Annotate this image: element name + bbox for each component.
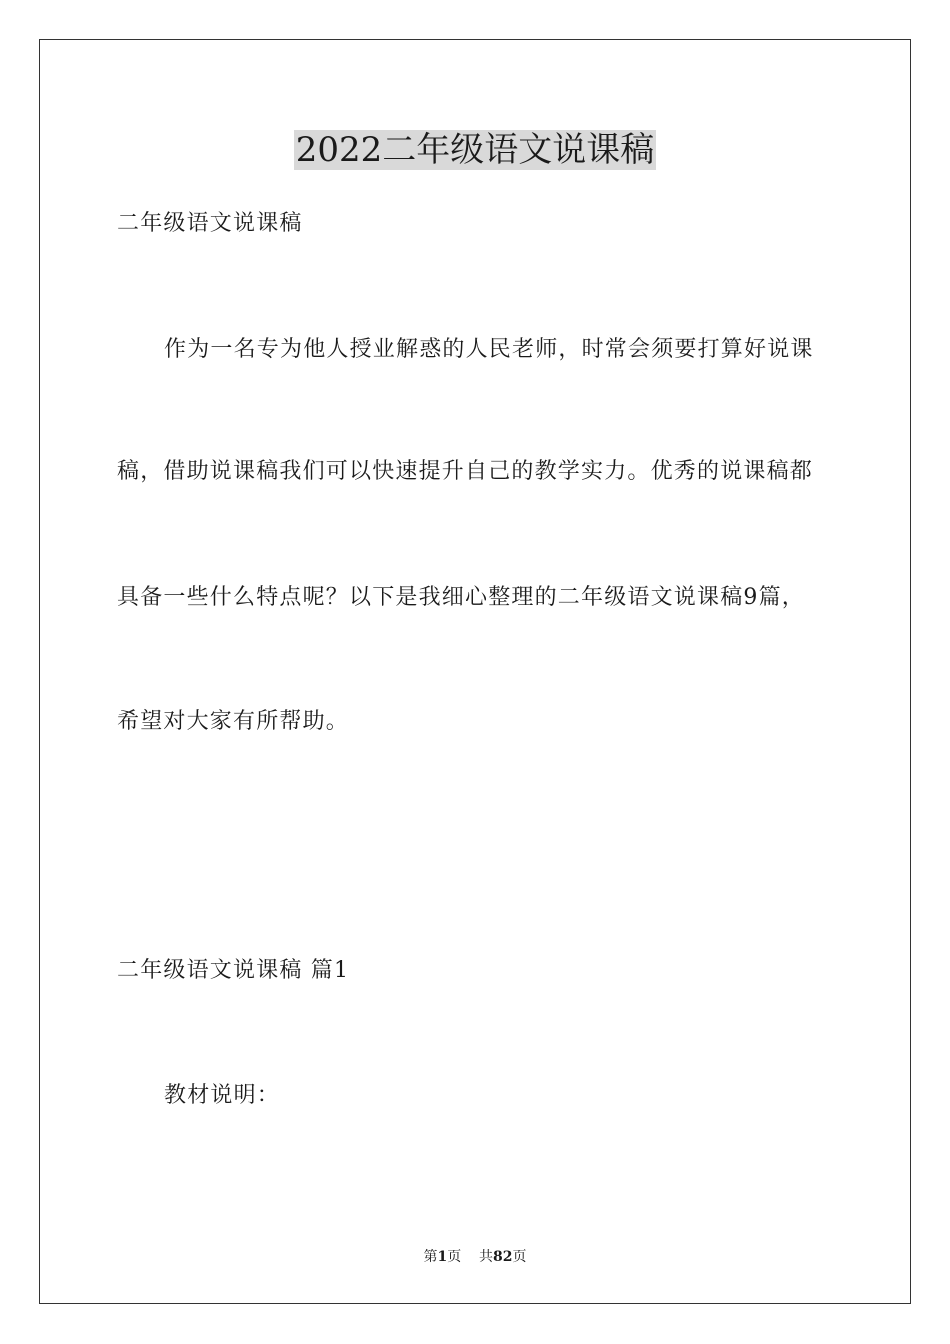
page-footer [0, 1247, 950, 1267]
section-subheading: 教材说明： [164, 1083, 281, 1108]
intro-line-1: 作为一名专为他人授业解惑的人民老师，时常会须要打算好说课 [164, 337, 814, 362]
section-heading: 二年级语文说课稿 篇1 [117, 958, 350, 983]
intro-line-4: 希望对大家有所帮助。 [117, 709, 350, 734]
document-title [0, 128, 950, 172]
footer-total-prefix: 共 [479, 1249, 494, 1265]
intro-line-3: 具备一些什么特点呢？以下是我细心整理的二年级语文说课稿9篇， [117, 585, 805, 610]
document-subtitle: 二年级语文说课稿 [117, 211, 303, 236]
footer-page-prefix: 第 [423, 1249, 438, 1265]
footer-total-pages: 82 [493, 1249, 513, 1265]
footer-total-suffix: 页 [512, 1249, 527, 1265]
intro-line-2: 稿，借助说课稿我们可以快速提升自己的教学实力。优秀的说课稿都 [117, 459, 814, 484]
footer-page-suffix: 页 [447, 1249, 462, 1265]
document-title-text: 2022二年级语文说课稿 [295, 130, 655, 170]
footer-page-number: 1 [437, 1249, 448, 1265]
